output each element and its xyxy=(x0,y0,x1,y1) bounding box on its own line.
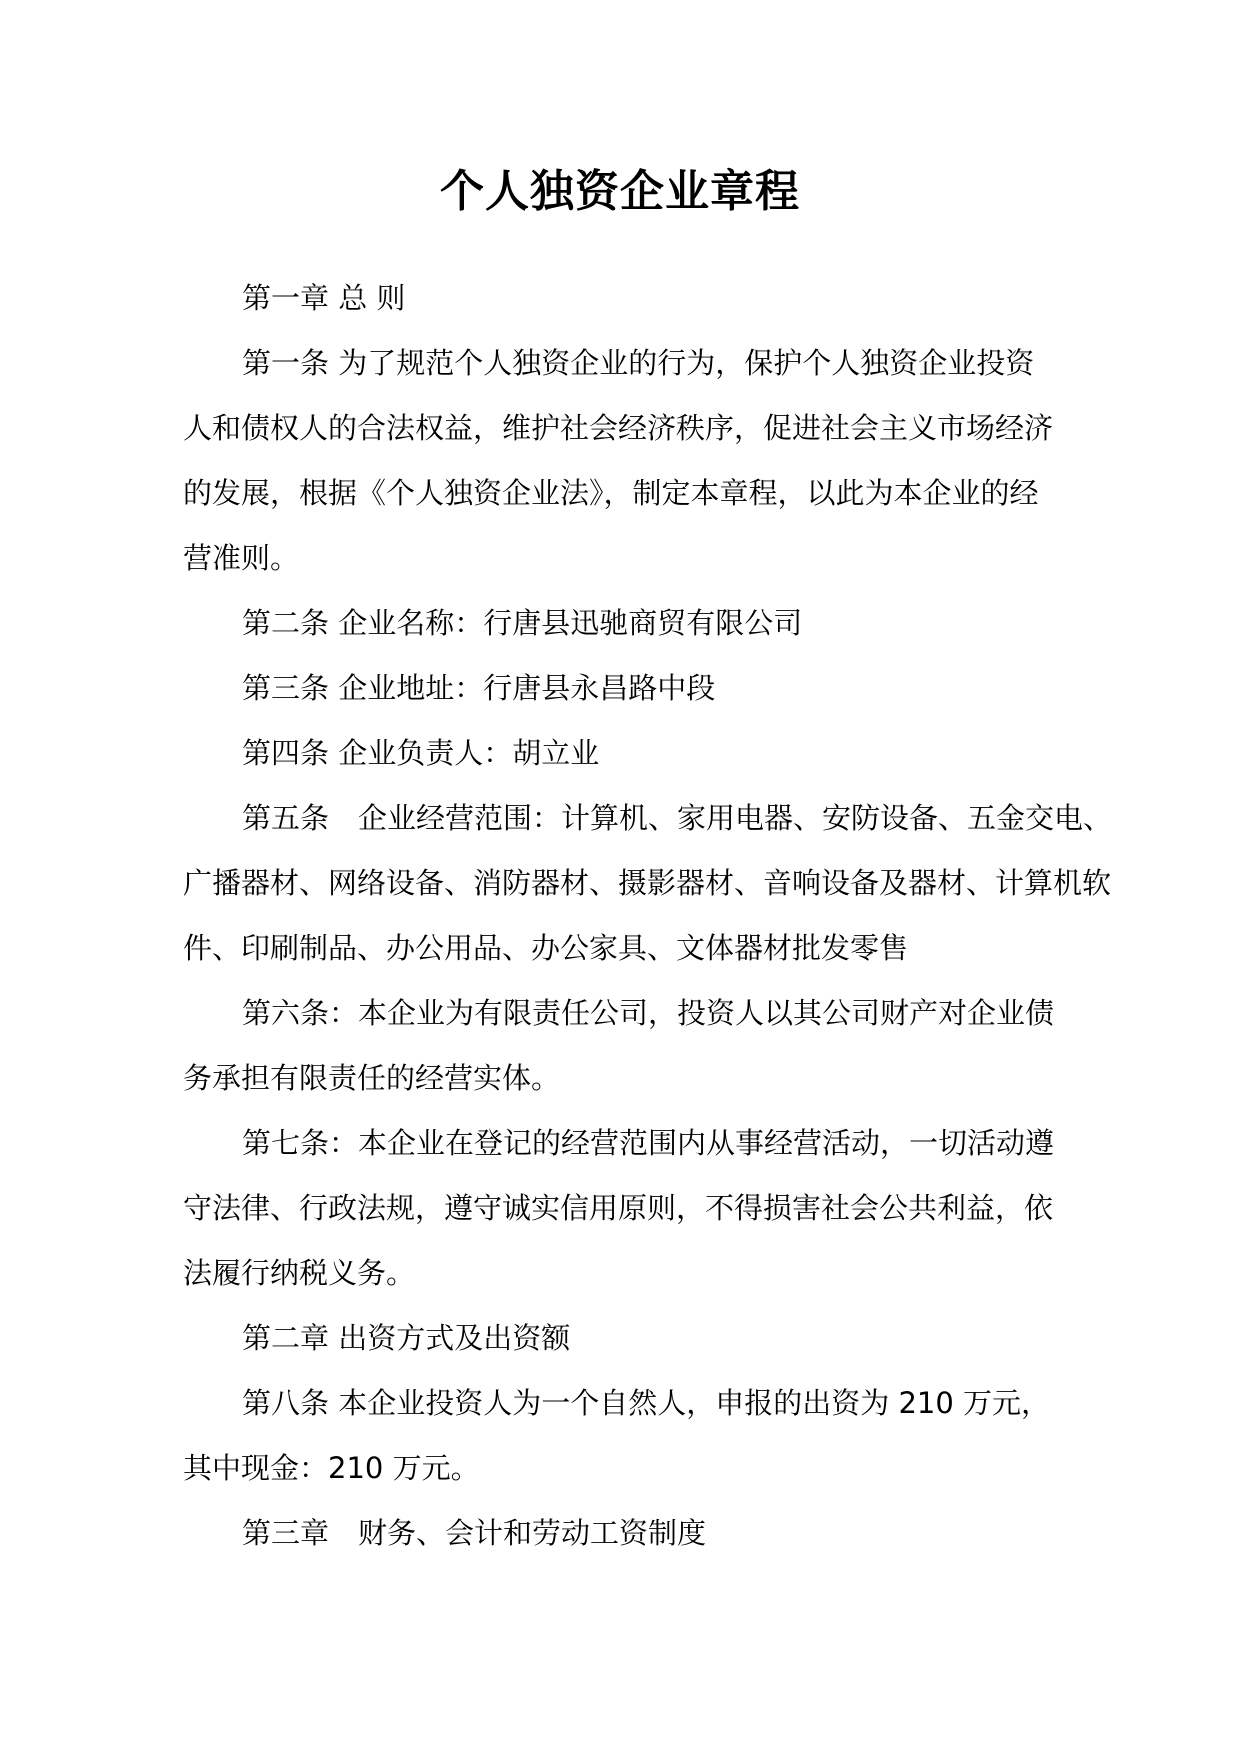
paragraph-line: 务承担有限责任的经营实体。 xyxy=(183,1061,561,1095)
chapter-heading: 第一章 总 则 xyxy=(242,281,406,315)
paragraph-line: 第五条 企业经营范围：计算机、家用电器、安防设备、五金交电、 xyxy=(242,801,1113,835)
paragraph-line: 第三条 企业地址：行唐县永昌路中段 xyxy=(242,671,716,705)
paragraph-line: 营准则。 xyxy=(183,541,300,575)
paragraph-line: 法履行纳税义务。 xyxy=(183,1256,416,1290)
chapter-heading: 第三章 财务、会计和劳动工资制度 xyxy=(242,1516,707,1550)
paragraph-line: 人和债权人的合法权益，维护社会经济秩序，促进社会主义市场经济 xyxy=(183,411,1054,445)
paragraph-line: 件、印刷制品、办公用品、办公家具、文体器材批发零售 xyxy=(183,931,909,965)
document-body xyxy=(183,266,1113,1566)
paragraph-line: 第八条 本企业投资人为一个自然人，申报的出资为 210 万元， xyxy=(242,1386,1051,1420)
paragraph-line: 的发展，根据《个人独资企业法》，制定本章程，以此为本企业的经 xyxy=(183,476,1039,510)
paragraph-line: 第六条：本企业为有限责任公司，投资人以其公司财产对企业债 xyxy=(242,996,1055,1030)
paragraph-line: 第一条 为了规范个人独资企业的行为，保护个人独资企业投资 xyxy=(242,346,1035,380)
paragraph-line: 第七条：本企业在登记的经营范围内从事经营活动，一切活动遵 xyxy=(242,1126,1055,1160)
paragraph-line: 广播器材、网络设备、消防器材、摄影器材、音响设备及器材、计算机软 xyxy=(183,866,1112,900)
paragraph-line: 其中现金：210 万元。 xyxy=(183,1451,480,1485)
document-title: 个人独资企业章程 xyxy=(440,166,800,217)
paragraph-line: 守法律、行政法规，遵守诚实信用原则，不得损害社会公共利益，依 xyxy=(183,1191,1054,1225)
chapter-heading: 第二章 出资方式及出资额 xyxy=(242,1321,571,1355)
paragraph-line: 第四条 企业负责人：胡立业 xyxy=(242,736,600,770)
paragraph-line: 第二条 企业名称：行唐县迅驰商贸有限公司 xyxy=(242,606,803,640)
